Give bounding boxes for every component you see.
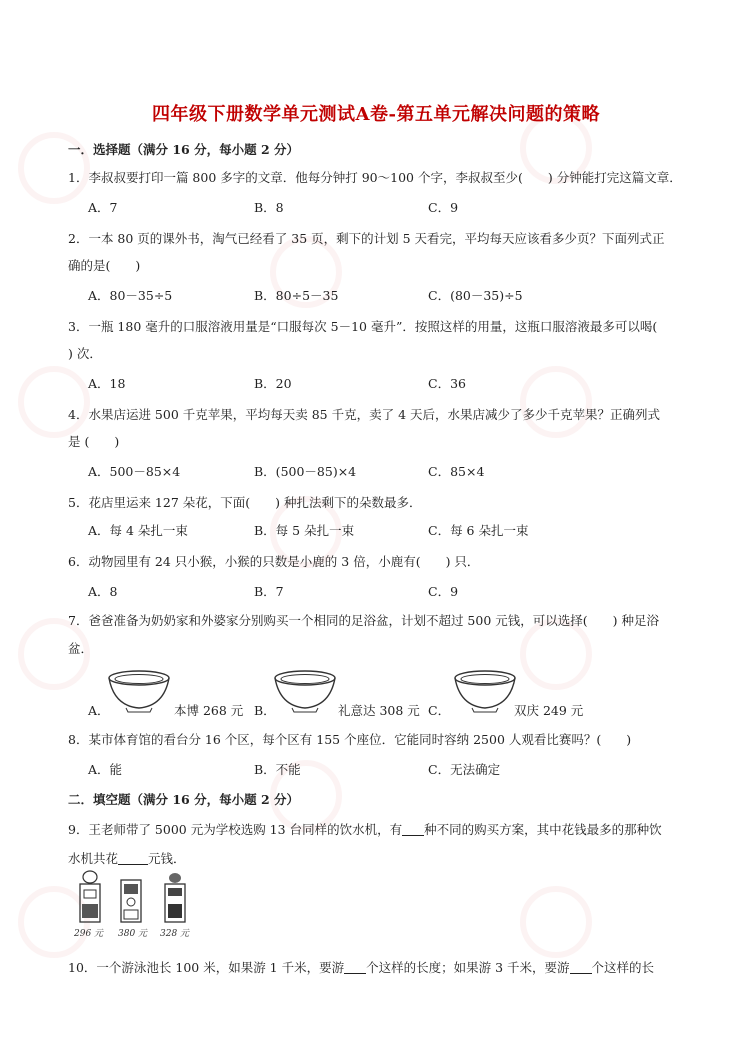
q8-option-a[interactable]: A．能 bbox=[88, 762, 123, 777]
q3-option-a[interactable]: A．18 bbox=[88, 376, 126, 391]
question-3-line2: ) 次． bbox=[68, 346, 102, 361]
water-dispenser-icon bbox=[76, 870, 104, 924]
question-9-line2 bbox=[68, 849, 186, 867]
watermark-logo bbox=[520, 886, 592, 958]
q10-text-part2: 个这样的长度；如果游 3 千米，要游 bbox=[366, 960, 570, 975]
q9-answer-blank-1[interactable] bbox=[402, 823, 424, 836]
q2-option-c[interactable]: C．(80－35)÷5 bbox=[428, 288, 523, 303]
q7-option-b[interactable]: B． bbox=[254, 703, 276, 718]
q6-option-b[interactable]: B．7 bbox=[254, 584, 284, 599]
q6-option-a[interactable]: A．8 bbox=[88, 584, 118, 599]
water-dispenser-icon bbox=[162, 872, 188, 924]
q9-text-part3: 水机共花 bbox=[68, 851, 119, 866]
question-3-line1: 3．一瓶 180 毫升的口服溶液用量是“口服每次 5－10 毫升”．按照这样的用量，这瓶口服溶液最多可以喝( bbox=[68, 319, 658, 334]
q4-option-b[interactable]: B．(500－85)×4 bbox=[254, 464, 357, 479]
q1-option-a[interactable]: A．7 bbox=[88, 200, 118, 215]
q8-option-b[interactable]: B．不能 bbox=[254, 762, 301, 777]
q4-option-c[interactable]: C．85×4 bbox=[428, 464, 485, 479]
dispenser-price-2: 380 元 bbox=[118, 929, 148, 939]
q2-option-b[interactable]: B．80÷5－35 bbox=[254, 288, 339, 303]
q9-answer-blank-2[interactable] bbox=[118, 852, 148, 865]
question-10-text bbox=[68, 958, 654, 976]
q5-option-c[interactable]: C．每 6 朵扎一束 bbox=[428, 523, 529, 538]
q5-option-a[interactable]: A．每 4 朵扎一束 bbox=[88, 523, 188, 538]
question-6-text: 6．动物园里有 24 只小猴，小猴的只数是小鹿的 3 倍，小鹿有( ) 只． bbox=[68, 554, 480, 569]
q10-answer-blank-2[interactable] bbox=[570, 961, 592, 974]
q9-text-part1: 9．王老师带了 5000 元为学校选购 13 台同样的饮水机，有 bbox=[68, 822, 403, 837]
q10-answer-blank-1[interactable] bbox=[344, 961, 366, 974]
foot-bath-basin-icon bbox=[106, 668, 172, 714]
question-2-line2: 确的是( ) bbox=[68, 258, 141, 273]
page-title: 四年级下册数学单元测试A卷-第五单元解决问题的策略 bbox=[152, 104, 600, 125]
q7-a-price: 本博 268 元 bbox=[174, 703, 244, 718]
question-5-text: 5．花店里运来 127 朵花，下面( ) 种扎法剩下的朵数最多． bbox=[68, 495, 422, 510]
q8-option-c[interactable]: C．无法确定 bbox=[428, 762, 501, 777]
foot-bath-basin-icon bbox=[452, 668, 518, 714]
question-7-line2: 盆． bbox=[68, 641, 94, 656]
q3-option-c[interactable]: C．36 bbox=[428, 376, 466, 391]
section-heading-choice: 一．选择题（满分 16 分，每小题 2 分） bbox=[68, 142, 300, 157]
q7-b-price: 礼意达 308 元 bbox=[338, 703, 420, 718]
question-2-line1: 2．一本 80 页的课外书，淘气已经看了 35 页，剩下的计划 5 天看完，平均每天应该看多少页？下面列式正 bbox=[68, 231, 665, 246]
question-7-line1: 7．爸爸准备为奶奶家和外婆家分别购买一个相同的足浴盆，计划不超过 500 元钱，可以选择( ) 种足浴 bbox=[68, 613, 659, 628]
question-4-line1: 4．水果店运进 500 千克苹果，平均每天卖 85 千克，卖了 4 天后，水果店减少了多少千克苹果？正确列式 bbox=[68, 407, 661, 422]
foot-bath-basin-icon bbox=[272, 668, 338, 714]
water-dispenser-icon bbox=[118, 878, 144, 924]
watermark-logo bbox=[520, 366, 592, 438]
q2-option-a[interactable]: A．80－35÷5 bbox=[88, 288, 173, 303]
q3-option-b[interactable]: B．20 bbox=[254, 376, 292, 391]
dispenser-price-1: 296 元 bbox=[74, 929, 104, 939]
question-9-line1 bbox=[68, 820, 662, 838]
q5-option-b[interactable]: B．每 5 朵扎一束 bbox=[254, 523, 355, 538]
question-1-text: 1．李叔叔要打印一篇 800 多字的文章．他每分钟打 90～100 个字，李叔叔至少( ) 分钟能打完这篇文章． bbox=[68, 170, 682, 185]
q7-option-a[interactable]: A． bbox=[88, 703, 110, 718]
q1-option-c[interactable]: C．9 bbox=[428, 200, 459, 215]
q6-option-c[interactable]: C．9 bbox=[428, 584, 459, 599]
question-4-line2: 是 ( ) bbox=[68, 434, 120, 449]
q10-text-part3: 个这样的长 bbox=[591, 960, 655, 975]
dispenser-price-3: 328 元 bbox=[160, 929, 190, 939]
q1-option-b[interactable]: B．8 bbox=[254, 200, 284, 215]
q4-option-a[interactable]: A．500－85×4 bbox=[88, 464, 181, 479]
watermark-logo bbox=[18, 366, 90, 438]
q9-text-part2: 种不同的购买方案，其中花钱最多的那种饮 bbox=[424, 822, 662, 837]
q9-text-part4: 元钱． bbox=[148, 851, 186, 866]
q7-c-price: 双庆 249 元 bbox=[514, 703, 584, 718]
q7-option-c[interactable]: C． bbox=[428, 703, 451, 718]
section-heading-fill: 二．填空题（满分 16 分，每小题 2 分） bbox=[68, 792, 300, 807]
question-8-text: 8．某市体育馆的看台分 16 个区，每个区有 155 个座位．它能同时容纳 2500 人观看比赛吗？( ) bbox=[68, 732, 632, 747]
q10-text-part1: 10．一个游泳池长 100 米，如果游 1 千米，要游 bbox=[68, 960, 345, 975]
